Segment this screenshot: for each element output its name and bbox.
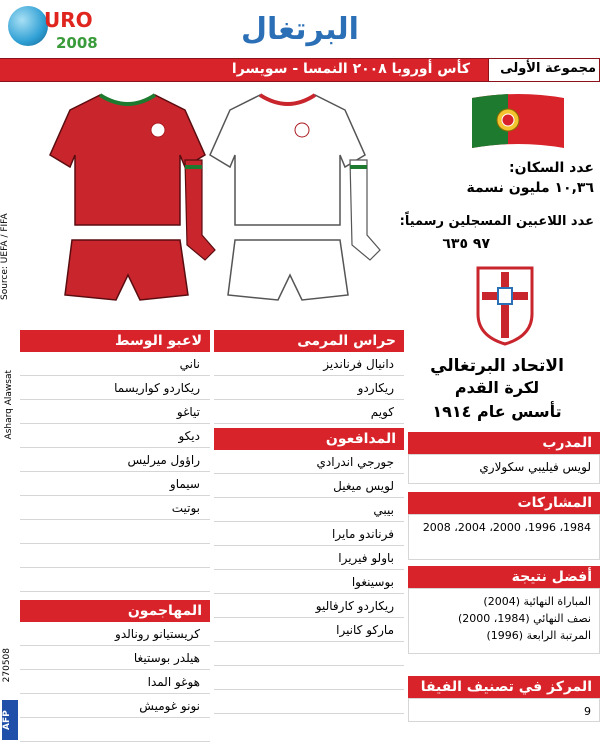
best-result-header: أفضل نتيجة xyxy=(408,566,600,588)
list-item: فرناندو مايرا xyxy=(214,522,404,546)
list-item: باولو فيريرا xyxy=(214,546,404,570)
defenders-header: المدافعون xyxy=(214,428,404,450)
goalkeepers-header: حراس المرمى xyxy=(214,330,404,352)
list-item: ماركو كانيرا xyxy=(214,618,404,642)
participations-header: المشاركات xyxy=(408,492,600,514)
list-item: هوغو المدا xyxy=(20,670,210,694)
federation-line2: لكرة القدم xyxy=(454,378,540,397)
best-result-item: المرتبة الرابعة (1996) xyxy=(486,629,591,642)
players-label: عدد اللاعبين المسجلين رسمياً: xyxy=(399,214,594,229)
coach-value: لويس فيليبي سكولاري xyxy=(408,454,600,484)
fifa-rank-header: المركز في تصنيف الفيفا xyxy=(408,676,600,698)
list-item xyxy=(20,718,210,742)
group-label: مجموعة الأولى xyxy=(500,61,596,76)
forwards-section xyxy=(20,600,210,742)
population-label: عدد السكان: xyxy=(509,160,594,176)
list-item: بوسينغوا xyxy=(214,570,404,594)
forwards-header: المهاجمون xyxy=(20,600,210,622)
list-item xyxy=(20,568,210,592)
defenders-section xyxy=(214,428,404,714)
population-value: ١٠,٣٦ مليون نسمة xyxy=(466,180,594,196)
list-item xyxy=(214,690,404,714)
home-shirt-icon xyxy=(50,95,205,225)
best-result-section xyxy=(408,566,600,654)
list-item: بيبي xyxy=(214,498,404,522)
list-item xyxy=(20,544,210,568)
euro-logo-year: 2008 xyxy=(56,34,98,52)
euro-ball-icon xyxy=(8,6,48,46)
author-credit: Asharq Alawsat xyxy=(4,370,14,440)
home-shorts-icon xyxy=(65,240,188,300)
best-result-item: المباراة النهائية (2004) xyxy=(483,595,591,608)
list-item: ريكاردو xyxy=(214,376,404,400)
away-sock-icon xyxy=(350,160,380,260)
kits-illustration xyxy=(40,85,410,330)
players-value: ٩٧ ٦٣٥ xyxy=(442,236,490,252)
afp-logo: AFP xyxy=(2,700,18,740)
list-item: كريستيانو رونالدو xyxy=(20,622,210,646)
coach-section xyxy=(408,432,600,484)
goalkeepers-section xyxy=(214,330,404,424)
list-item: ناني xyxy=(20,352,210,376)
list-item: سيماو xyxy=(20,472,210,496)
list-item xyxy=(214,666,404,690)
list-item xyxy=(20,520,210,544)
midfielders-header: لاعبو الوسط xyxy=(20,330,210,352)
list-item xyxy=(214,642,404,666)
list-item: لويس ميغيل xyxy=(214,474,404,498)
participations-value: 1984، 1996، 2000، 2004، 2008 xyxy=(408,514,600,560)
group-event: كأس أوروبا ٢٠٠٨ النمسا - سويسرا xyxy=(231,61,470,77)
best-result-item: نصف النهائي (1984، 2000) xyxy=(458,612,591,625)
euro-logo-text: URO xyxy=(44,8,93,32)
list-item: تياغو xyxy=(20,400,210,424)
source-credit: Source: UEFA / FIFA xyxy=(0,213,10,300)
away-shorts-icon xyxy=(228,240,348,300)
participations-section xyxy=(408,492,600,560)
best-result-list xyxy=(408,588,600,654)
away-shirt-icon xyxy=(210,95,365,225)
list-item: راؤول ميرليس xyxy=(20,448,210,472)
list-item: ديكو xyxy=(20,424,210,448)
list-item: جورجي اندرادي xyxy=(214,450,404,474)
federation-line1: الاتحاد البرتغالي xyxy=(430,356,564,376)
home-sock-icon xyxy=(185,160,215,260)
federation-crest-icon xyxy=(472,262,538,346)
federation-line3: تأسس عام ١٩١٤ xyxy=(432,402,562,421)
coach-header: المدرب xyxy=(408,432,600,454)
list-item: كويم xyxy=(214,400,404,424)
list-item: ريكاردو كواريسما xyxy=(20,376,210,400)
fifa-rank-section xyxy=(408,676,600,722)
list-item: دانيال فرنانديز xyxy=(214,352,404,376)
list-item: هيلدر بوستيغا xyxy=(20,646,210,670)
page-title: البرتغال xyxy=(241,12,359,47)
agency-code: 270508 xyxy=(2,648,12,683)
portugal-flag-icon xyxy=(470,90,566,152)
midfielders-section xyxy=(20,330,210,592)
list-item: ريكاردو كارفاليو xyxy=(214,594,404,618)
list-item: بوتيت xyxy=(20,496,210,520)
list-item: نونو غوميش xyxy=(20,694,210,718)
fifa-rank-value: 9 xyxy=(408,698,600,722)
